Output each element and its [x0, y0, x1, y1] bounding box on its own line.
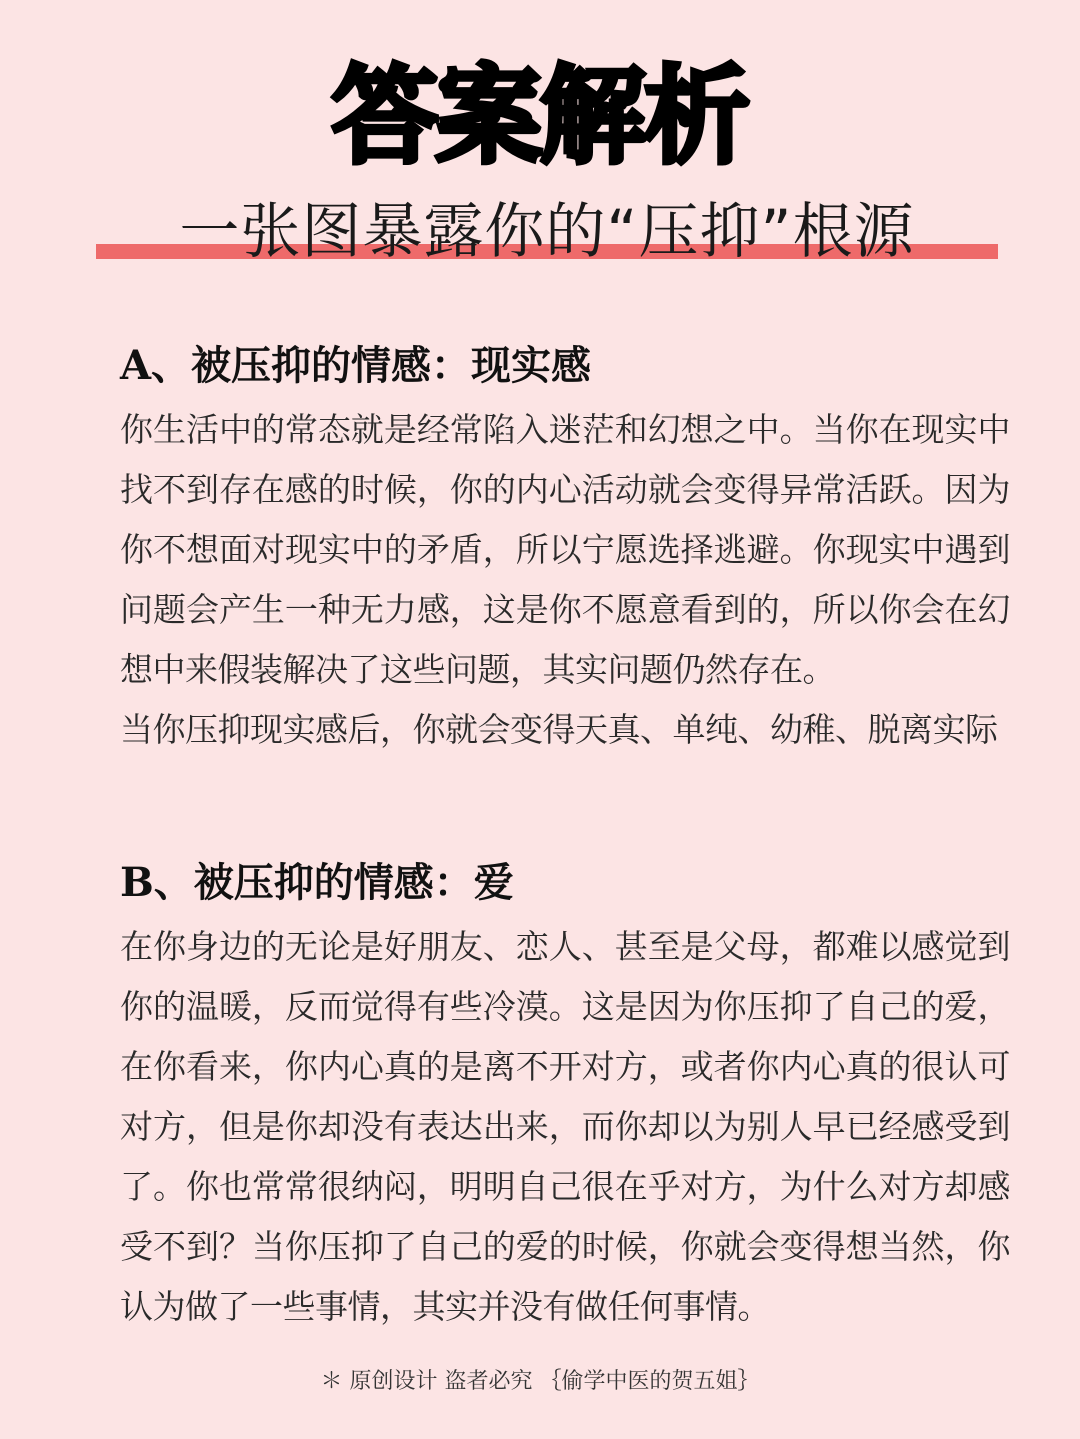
section-a-heading: A、被压抑的情感：现实感 [120, 342, 592, 389]
section-a-paragraph-2: 当你压抑现实感后，你就会变得天真、单纯、幼稚、脱离实际 [120, 710, 998, 749]
section-a-paragraph-1: 你生活中的常态就是经常陷入迷茫和幻想之中。当你在现实中找不到存在感的时候，你的内心活动就会变得异常活跃。因为你不想面对现实中的矛盾，所以宁愿选择逃避。你现实中遇到问题会产生一种无力感，这是你不愿意看到的，所以你会在幻想中来假装解决了这些问题，其实问题仍然存在。 [120, 410, 1010, 689]
section-b [120, 855, 1010, 1337]
copyright-footer: ＊ 原创设计 盗者必究 ｛偷学中医的贺五姐｝ [320, 1369, 760, 1394]
subtitle-block [96, 192, 998, 272]
section-b-heading: B、被压抑的情感：爱 [120, 859, 514, 906]
page-title: 答案解析 [332, 55, 748, 178]
section-b-paragraph-1: 在你身边的无论是好朋友、恋人、甚至是父母，都难以感觉到你的温暖，反而觉得有些冷漠。这是因为你压抑了自己的爱，在你看来，你内心真的是离不开对方，或者你内心真的很认可对方，但是你却没有表达出来，而你却以为别人早已经感受到了。你也常常很纳闷，明明自己很在乎对方，为什么对方却感受不到？当你压抑了自己的爱的时候，你就会变得想当然，你认为做了一些事情，其实并没有做任何事情。 [120, 927, 1010, 1326]
section-a [120, 338, 1010, 760]
page-subtitle: 一张图暴露你的“压抑”根源 [179, 197, 915, 267]
